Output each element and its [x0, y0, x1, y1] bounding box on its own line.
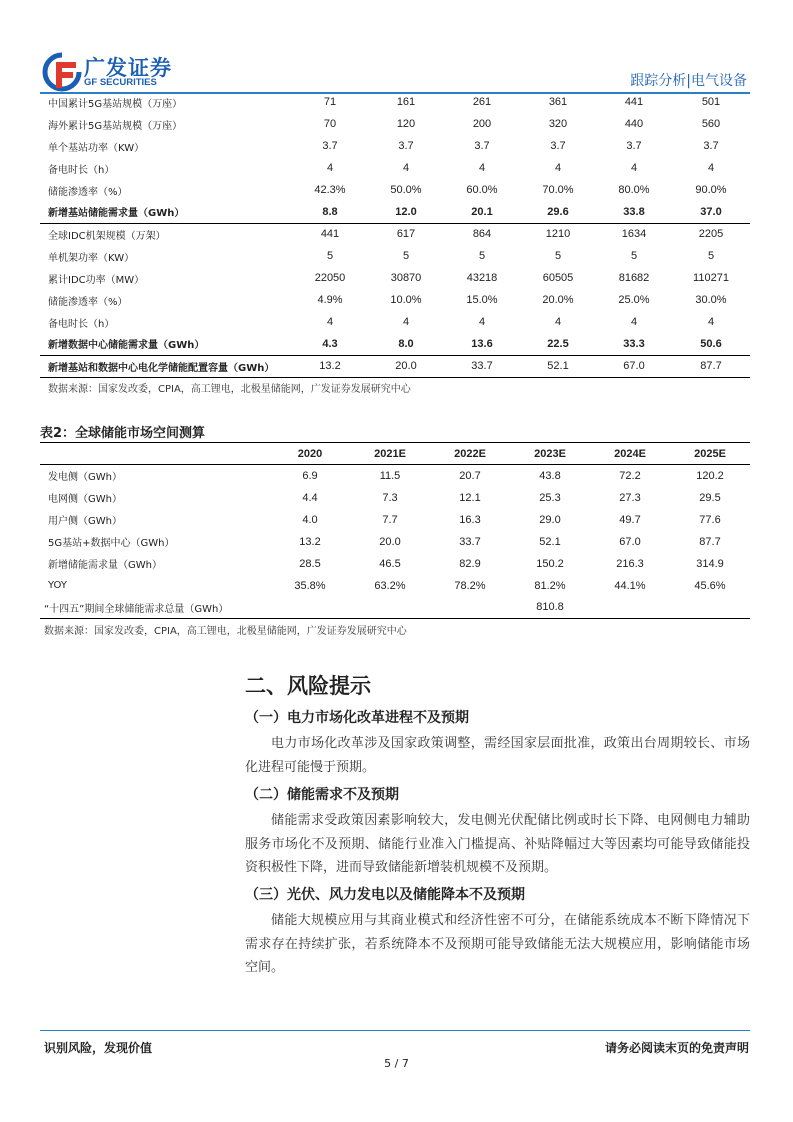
cell-value: 67.0: [619, 535, 641, 548]
row-label: 新增基站储能需求量（GWh）: [40, 201, 292, 223]
cell-value: 8.0: [368, 333, 444, 355]
cell-value: 13.2: [292, 355, 368, 377]
row-label: 新增基站和数据中心电化学储能配置容量（GWh）: [40, 355, 292, 377]
cell-value: 1634: [621, 228, 647, 241]
table2-source: 数据来源：国家发改委，CPIA，高工锂电，北极星储能网，广发证券发展研究中心: [44, 626, 407, 637]
cell-value: 560: [701, 118, 721, 130]
row-label: 备电时长（h）: [48, 164, 115, 176]
cell-value: 110271: [693, 272, 729, 284]
row-label: 全球IDC机架规模（万架）: [48, 230, 166, 242]
cell-value: 25.0%: [618, 294, 650, 306]
cell-value: 27.3: [619, 491, 641, 504]
risk-title-2: （二）储能需求不及预期: [245, 787, 399, 803]
cell-value: 50.0%: [390, 184, 422, 196]
row-label: 电网侧（GWh）: [48, 494, 122, 505]
row-label: 中国累计5G基站规模（万座）: [48, 98, 183, 110]
table-global-storage-market: [40, 442, 750, 619]
cell-value: 4.0: [302, 513, 318, 526]
table-row: [40, 575, 750, 597]
table-row: [40, 267, 750, 289]
cell-value: 5: [402, 250, 410, 262]
brand-name: 广发证券: [84, 56, 172, 80]
table-row: [40, 113, 750, 135]
table-5g-idc-demand: [40, 91, 750, 378]
cell-value: 77.6: [699, 513, 721, 526]
cell-value: 43218: [466, 272, 498, 284]
table-row: [40, 355, 750, 377]
column-header: 2025E: [670, 443, 750, 465]
cell-value: 10.0%: [390, 294, 422, 306]
cell-value: 50.6: [672, 333, 750, 355]
row-label: 新增储能需求量（GWh）: [48, 560, 162, 571]
cell-value: 4: [478, 162, 486, 174]
table2-title: 表2：全球储能市场空间测算: [40, 426, 206, 441]
cell-value: 4: [402, 162, 410, 174]
cell-value: 30870: [390, 272, 422, 284]
cell-value: 5: [554, 250, 562, 262]
footer-divider: [40, 1030, 750, 1031]
cell-value: 7.3: [382, 491, 398, 504]
cell-value: 70.0%: [542, 184, 574, 196]
cell-value: 8.8: [292, 201, 368, 223]
cell-value: 90.0%: [695, 184, 727, 196]
cell-value: 71: [323, 96, 337, 108]
cell-value: 120: [396, 118, 416, 130]
table-row: [40, 91, 750, 113]
table-row: [40, 311, 750, 333]
cell-value: 864: [472, 228, 492, 241]
cell-value: 501: [701, 96, 721, 108]
cell-value: 150.2: [536, 557, 564, 570]
cell-value: 314.9: [696, 557, 724, 570]
column-header: 2020: [270, 443, 350, 465]
row-label: 5G基站+数据中心（GWh）: [48, 538, 175, 549]
row-label: 新增数据中心储能需求量（GWh）: [40, 333, 292, 355]
cell-value: 1210: [545, 228, 571, 241]
footer-disclaimer: 请务必阅读末页的免责声明: [604, 1041, 749, 1055]
cell-value: 22050: [314, 272, 346, 284]
cell-value: 5: [478, 250, 486, 262]
cell-value: 20.7: [459, 469, 481, 482]
cell-value: 81682: [618, 272, 650, 284]
row-label: 储能渗透率（%）: [48, 296, 128, 308]
cell-value: 22.5: [520, 333, 596, 355]
cell-value: 200: [472, 118, 492, 130]
risk-text-2: 储能需求受政策因素影响较大，发电侧光伏配储比例或时长下降、电网侧电力辅助服务市场化不及预期、储能行业准入门槛提高、补贴降幅过大等因素均可能导致储能投资积极性下降，进而导致储能新增装机规模不及预期。: [245, 813, 750, 875]
cell-value: 60505: [542, 272, 574, 284]
row-label: 海外累计5G基站规模（万座）: [48, 120, 183, 132]
cell-value: 20.0%: [542, 294, 574, 306]
table-row: [40, 531, 750, 553]
cell-value: 11.5: [379, 469, 401, 482]
table-row: [40, 245, 750, 267]
cell-value: 29.5: [699, 491, 721, 504]
cell-value: 20.0: [368, 355, 444, 377]
cell-value: 6.9: [302, 469, 318, 482]
cell-value: 161: [396, 96, 416, 108]
cell-value: 81.2%: [534, 579, 566, 592]
cell-value: 2205: [698, 228, 724, 241]
cell-value: 49.7: [619, 513, 641, 526]
cell-value: 46.5: [379, 557, 401, 570]
total-row: [40, 597, 750, 619]
cell-value: 29.0: [539, 513, 561, 526]
risk-text-3: 储能大规模应用与其商业模式和经济性密不可分，在储能系统成本不断下降情况下需求存在持续扩张，若系统降本不及预期可能导致储能无法大规模应用，影响储能市场空间。: [245, 913, 750, 975]
cell-value: 63.2%: [374, 579, 406, 592]
cell-value: 216.3: [616, 557, 644, 570]
cell-value: 4: [707, 162, 715, 174]
brand-name-en: GF SECURITIES: [84, 77, 157, 88]
row-label: 单个基站功率（KW）: [48, 142, 145, 154]
row-label: 累计IDC功率（MW）: [48, 274, 145, 286]
table-row: [40, 289, 750, 311]
cell-value: 617: [396, 228, 416, 241]
cell-value: 3.7: [626, 140, 642, 152]
cell-value: 4.9%: [317, 294, 343, 306]
cell-value: 5: [707, 250, 715, 262]
cell-value: 361: [548, 96, 568, 108]
cell-value: 13.6: [444, 333, 520, 355]
cell-value: 45.6%: [694, 579, 726, 592]
cell-value: 82.9: [459, 557, 481, 570]
risk-heading: 二、风险提示: [245, 673, 371, 698]
cell-value: 3.7: [550, 140, 566, 152]
cell-value: 87.7: [672, 355, 750, 377]
cell-value: 5: [326, 250, 334, 262]
risk-title-3: （三）光伏、风力发电以及储能降本不及预期: [245, 887, 525, 903]
cell-value: 15.0%: [466, 294, 498, 306]
cell-value: 320: [548, 118, 568, 130]
cell-value: 25.3: [539, 491, 561, 504]
footer-slogan: 识别风险，发现价值: [44, 1041, 153, 1055]
cell-value: 43.8: [539, 469, 561, 482]
cell-value: 13.2: [299, 535, 321, 548]
column-header: 2021E: [350, 443, 430, 465]
table-row: [40, 223, 750, 245]
cell-value: 20.0: [379, 535, 401, 548]
cell-value: 441: [624, 96, 644, 108]
cell-value: 42.3%: [314, 184, 346, 196]
cell-value: 3.7: [322, 140, 338, 152]
cell-value: 52.1: [520, 355, 596, 377]
row-label: YOY: [48, 580, 67, 591]
page-number: 5 / 7: [384, 1057, 409, 1070]
cell-value: 7.7: [382, 513, 398, 526]
cell-value: 33.8: [596, 201, 672, 223]
cell-value: 261: [472, 96, 492, 108]
gf-logo-icon: [42, 52, 82, 92]
cell-value: 20.1: [444, 201, 520, 223]
cell-value: 78.2%: [454, 579, 486, 592]
row-label: 单机架功率（KW）: [48, 252, 135, 264]
report-section: 跟踪分析|电气设备: [630, 73, 747, 89]
risk-title-1: （一）电力市场化改革进程不及预期: [245, 710, 469, 726]
table-row: [40, 553, 750, 575]
table-row: [40, 157, 750, 179]
cell-value: 60.0%: [466, 184, 498, 196]
cell-value: 4.4: [302, 491, 318, 504]
cell-value: 35.8%: [294, 579, 326, 592]
table-row: [40, 135, 750, 157]
row-label: “十四五”期间全球储能需求总量（GWh）: [40, 597, 510, 619]
cell-value: 70: [323, 118, 337, 130]
cell-value: 80.0%: [618, 184, 650, 196]
table-row: [40, 179, 750, 201]
cell-value: 12.1: [459, 491, 481, 504]
cell-value: 44.1%: [614, 579, 646, 592]
cell-value: 3.7: [398, 140, 414, 152]
cell-value: 4: [554, 316, 562, 328]
cell-value: 441: [320, 228, 340, 241]
cell-value: 3.7: [703, 140, 719, 152]
cell-value: 30.0%: [695, 294, 727, 306]
cell-value: 4: [402, 316, 410, 328]
cell-value: 33.7: [459, 535, 481, 548]
table-row: [40, 333, 750, 355]
cell-value: 810.8: [510, 597, 590, 619]
cell-value: 3.7: [474, 140, 490, 152]
table-row: [40, 509, 750, 531]
table-row: [40, 201, 750, 223]
table-row: [40, 487, 750, 509]
cell-value: 72.2: [619, 469, 641, 482]
cell-value: 52.1: [539, 535, 561, 548]
row-label: 用户侧（GWh）: [48, 516, 122, 527]
cell-value: 4: [326, 316, 334, 328]
cell-value: 4: [707, 316, 715, 328]
cell-value: 16.3: [459, 513, 481, 526]
column-header: 2023E: [510, 443, 590, 465]
cell-value: 4: [554, 162, 562, 174]
cell-value: 4: [478, 316, 486, 328]
cell-value: 12.0: [368, 201, 444, 223]
row-label: 发电侧（GWh）: [48, 472, 122, 484]
cell-value: 440: [624, 118, 644, 130]
cell-value: 4: [630, 162, 638, 174]
cell-value: 5: [630, 250, 638, 262]
cell-value: 4: [326, 162, 334, 174]
cell-value: 29.6: [520, 201, 596, 223]
cell-value: 87.7: [699, 535, 721, 548]
cell-value: 33.7: [444, 355, 520, 377]
cell-value: 28.5: [299, 557, 321, 570]
cell-value: 4: [630, 316, 638, 328]
row-label: 备电时长（h）: [48, 318, 115, 330]
cell-value: 37.0: [672, 201, 750, 223]
column-header: 2024E: [590, 443, 670, 465]
cell-value: 120.2: [696, 469, 724, 482]
column-header: 2022E: [430, 443, 510, 465]
cell-value: 4.3: [292, 333, 368, 355]
table-row: [40, 465, 750, 487]
risk-text-1: 电力市场化改革涉及国家政策调整，需经国家层面批准，政策出台周期较长、市场化进程可能慢于预期。: [245, 736, 750, 775]
cell-value: 67.0: [596, 355, 672, 377]
table1-source: 数据来源：国家发改委，CPIA，高工锂电，北极星储能网，广发证券发展研究中心: [48, 384, 411, 395]
cell-value: 33.3: [596, 333, 672, 355]
row-label: 储能渗透率（%）: [48, 186, 128, 198]
